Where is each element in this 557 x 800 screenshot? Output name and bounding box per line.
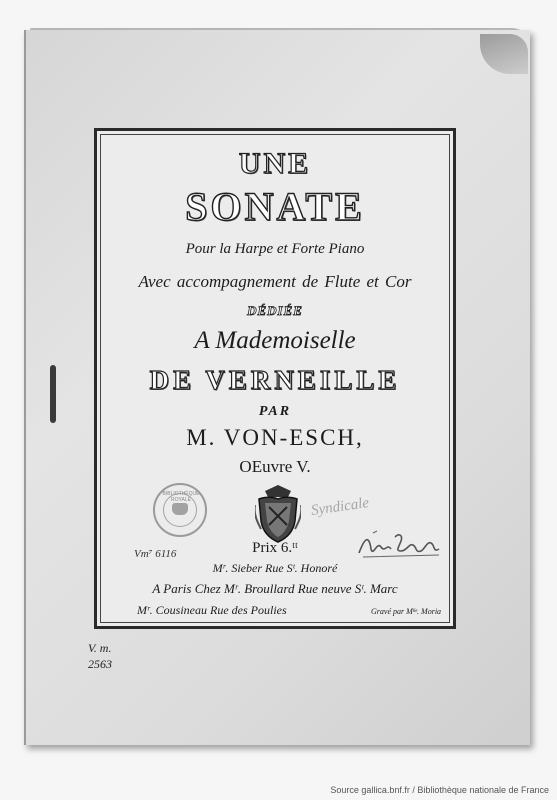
call-number: Vm⁷ 6116 <box>134 548 177 560</box>
publisher-address-2: A Paris Chez Mʳ. Broullard Rue neuve Sᵗ. Marc <box>152 581 398 596</box>
source-credit: Source gallica.bnf.fr / Bibliothèque nationale de France <box>330 785 549 795</box>
engraver-credit: Gravé par Mˡˡᵉ. Moria <box>371 607 442 616</box>
faint-signature: Syndicale <box>310 495 371 519</box>
publisher-address-1: Mʳ. Sieber Rue Sᵗ. Honoré <box>212 561 338 575</box>
dedication-heading: DÉDIÉE <box>247 303 303 318</box>
stamp-text: BIBLIOTHÈQUE ROYALE <box>162 491 200 503</box>
title-sonate: SONATE <box>185 184 365 229</box>
by-label: PAR <box>258 404 292 419</box>
subtitle-instruments: Pour la Harpe et Forte Piano <box>185 241 365 257</box>
margin-note-line-2: 2563 <box>88 657 112 671</box>
dedicatee-name: DE VERNEILLE <box>149 365 401 395</box>
subtitle-accompaniment: Avec accompagnement de Flute et Cor <box>138 272 412 291</box>
coat-of-arms-icon <box>255 485 301 543</box>
library-stamp-icon <box>153 483 207 537</box>
composer-name: M. VON-ESCH, <box>186 425 364 450</box>
dedication-mademoiselle: A Mademoiselle <box>194 327 356 354</box>
stamp-crown-icon <box>172 503 188 515</box>
publisher-address-3: Mʳ. Cousineau Rue des Poulies <box>137 603 287 617</box>
price: Prix 6.ᵗᵗ <box>252 540 298 556</box>
title-une: UNE <box>238 147 312 180</box>
opus-number: OEuvre V. <box>239 457 311 476</box>
binding-clip <box>50 365 56 423</box>
margin-note <box>88 640 112 672</box>
margin-note-line-1: V. m. <box>88 641 112 655</box>
